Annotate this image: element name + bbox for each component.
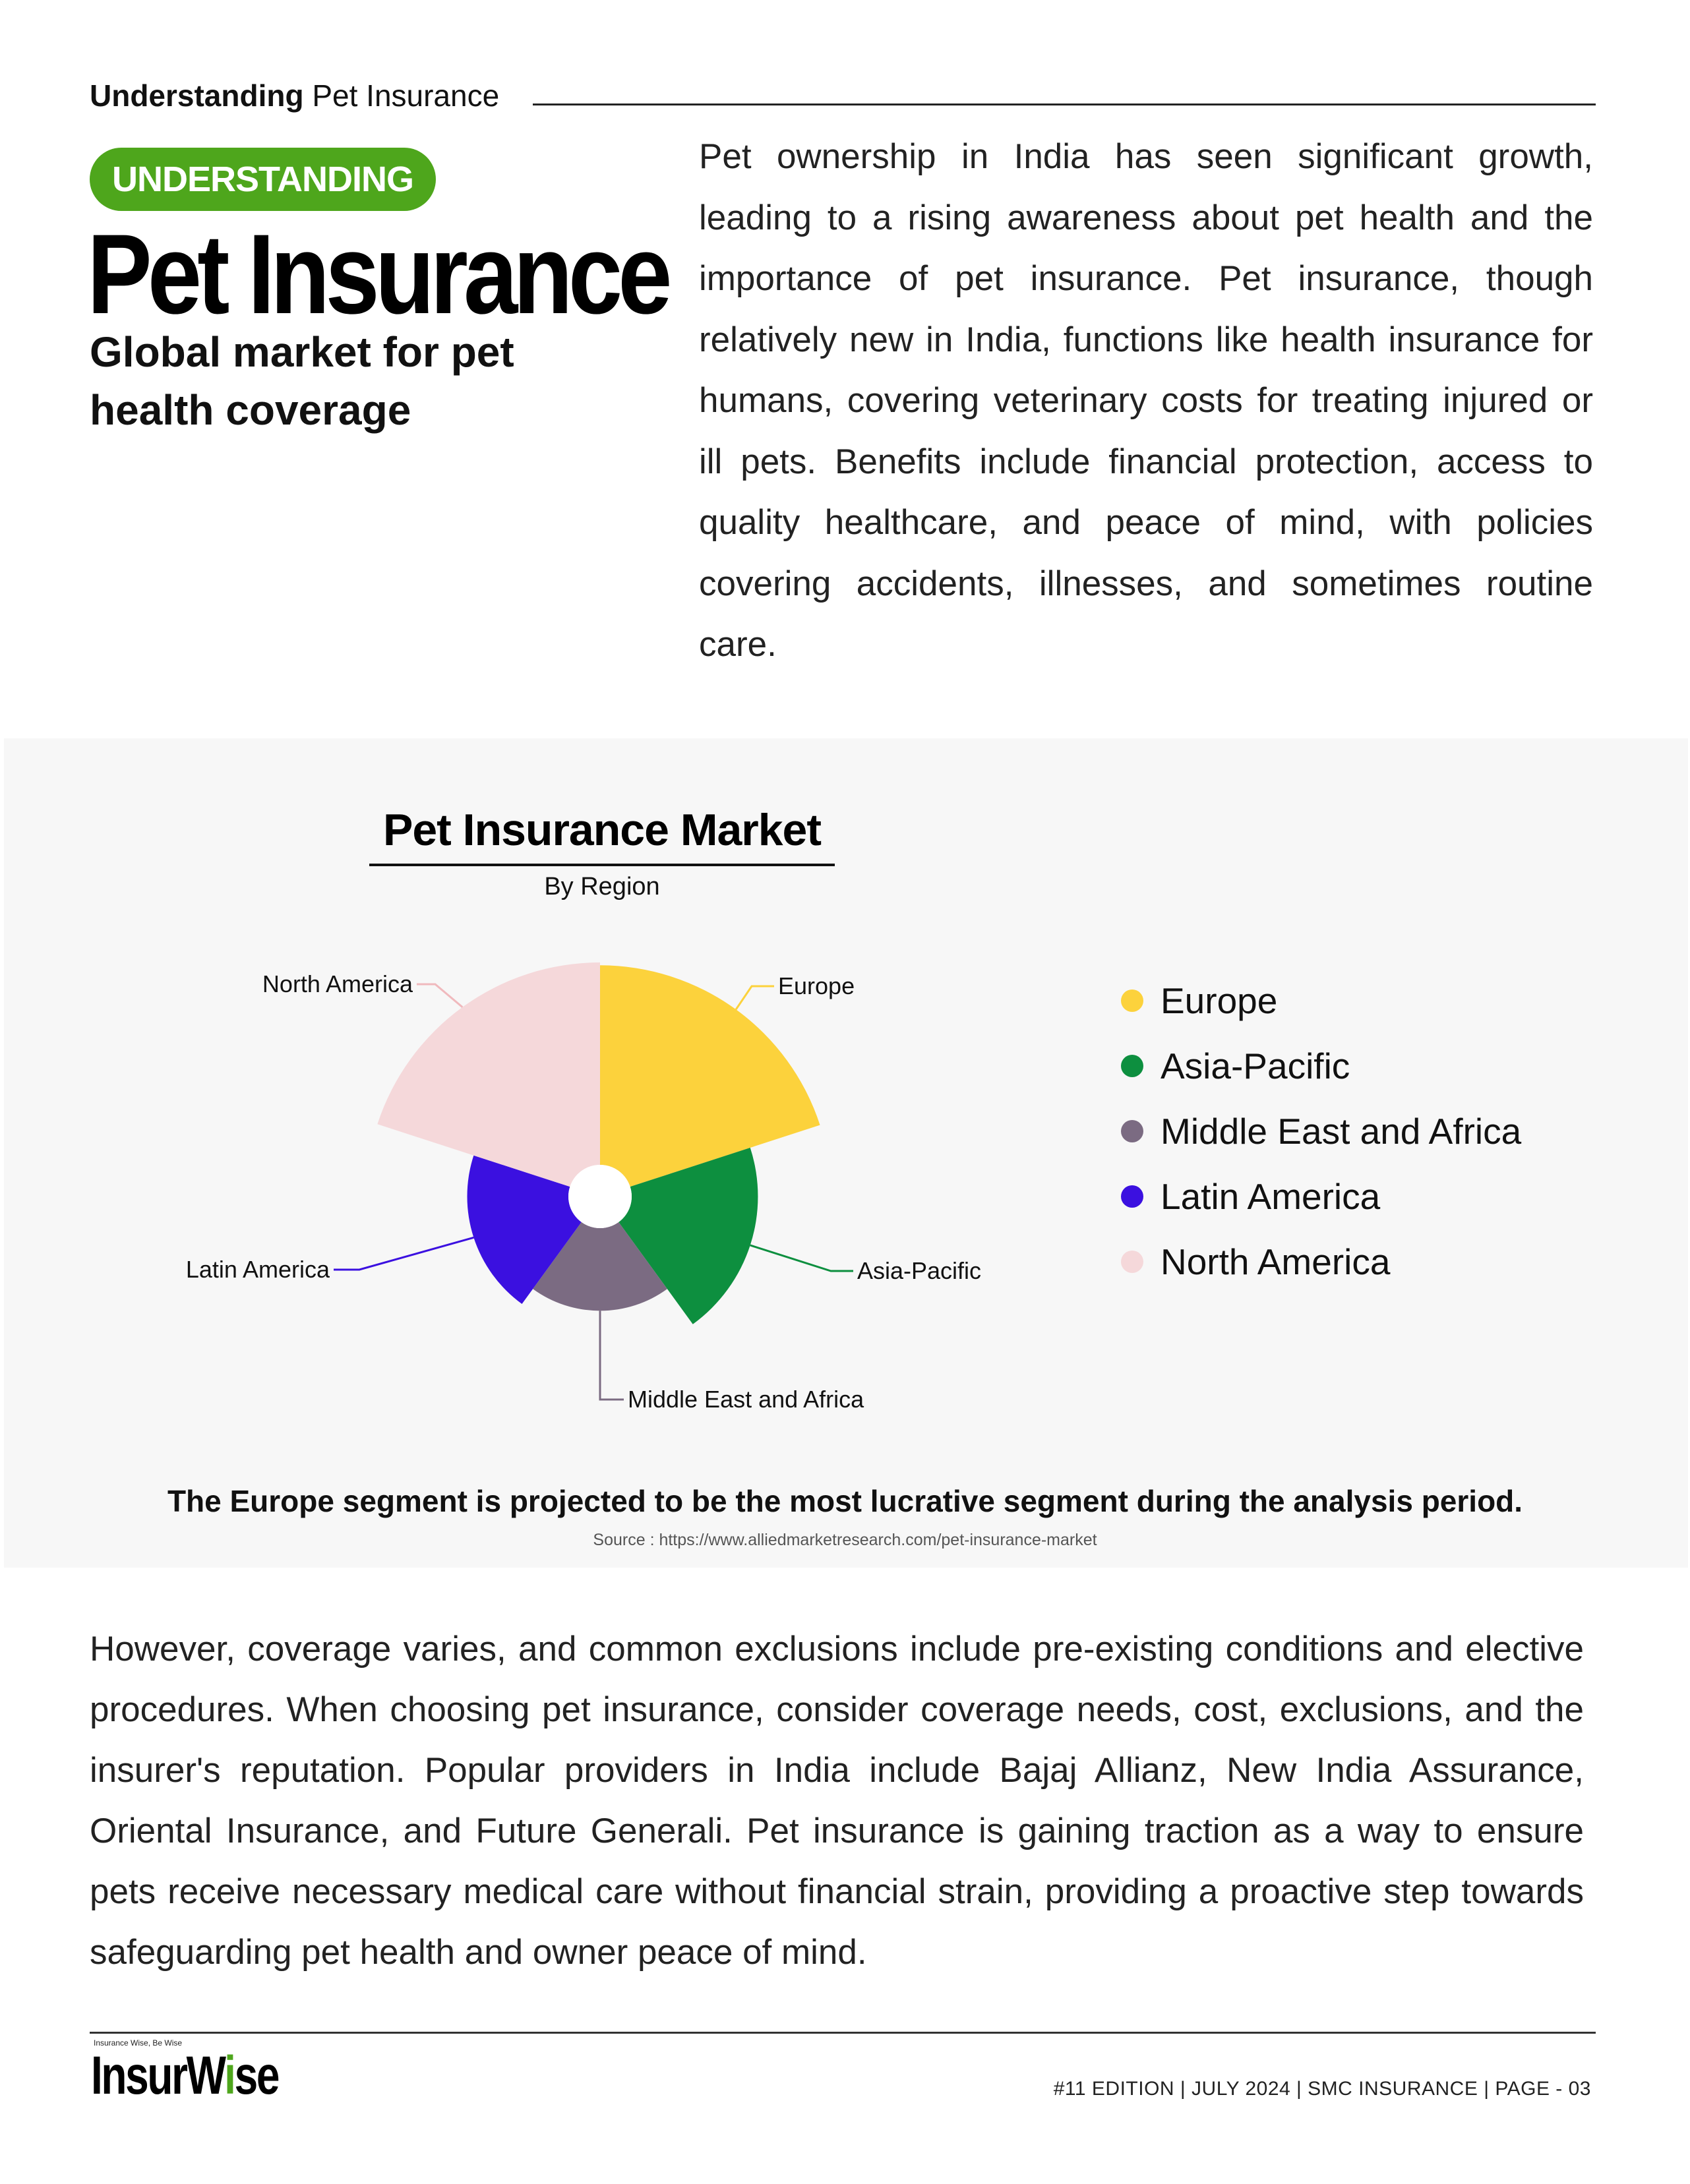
footer-divider xyxy=(90,2032,1596,2034)
legend-item-europe xyxy=(1121,968,1521,1033)
legend-item-middle-east-and-africa xyxy=(1121,1098,1521,1164)
legend-item-asia-pacific xyxy=(1121,1033,1521,1098)
page-subtitle: Global market for pet health coverage xyxy=(90,328,514,434)
leader-line-europe xyxy=(736,986,774,1009)
chart-legend xyxy=(1121,968,1521,1294)
chart-caption: The Europe segment is projected to be the most lucrative segment during the analysis period. xyxy=(167,1484,1523,1518)
slice-label-europe: Europe xyxy=(778,972,855,999)
legend-swatch xyxy=(1121,989,1143,1012)
legend-swatch xyxy=(1121,1055,1143,1077)
page-title: Pet Insurance xyxy=(87,211,668,338)
legend-swatch xyxy=(1121,1251,1143,1273)
leader-line-north-america xyxy=(417,984,462,1007)
section-heading-rest: Pet Insurance xyxy=(312,78,500,113)
insurwise-logo xyxy=(91,2038,279,2106)
slice-label-latin-america: Latin America xyxy=(185,1256,330,1283)
leader-line-asia-pacific xyxy=(750,1245,853,1271)
header-divider xyxy=(533,103,1596,105)
intro-paragraph: Pet ownership in India has seen significant growth, leading to a rising awareness about pet health and the importance of pet insurance. Pet insurance, though relatively new in India, functions like health insurance for humans, covering veterinary costs for treating injured or ill pets. Benefits include financial protection, access to quality healthcare, and peace of mind, with policies covering accidents, illnesses, and sometimes routine care. xyxy=(699,137,1593,664)
leader-line-middle-east-and-africa xyxy=(600,1311,624,1400)
slice-label-asia-pacific: Asia-Pacific xyxy=(857,1257,982,1284)
chart-source: Source : https://www.alliedmarketresearch.com/pet-insurance-market xyxy=(593,1531,1097,1549)
footer-edition-info: #11 EDITION | JULY 2024 | SMC INSURANCE | PAGE - 03 xyxy=(1053,2078,1591,2100)
legend-label: North America xyxy=(1161,1241,1391,1282)
section-heading xyxy=(90,78,499,113)
section-heading-bold: Understanding xyxy=(90,78,304,113)
rose-chart xyxy=(0,910,1108,1463)
legend-label: Europe xyxy=(1161,980,1278,1021)
legend-swatch xyxy=(1121,1120,1143,1142)
leader-line-latin-america xyxy=(334,1237,473,1270)
chart-subtitle: By Region xyxy=(544,873,660,900)
category-pill: UNDERSTANDING xyxy=(90,148,436,211)
rose-center-hole xyxy=(568,1165,632,1228)
logo-wordmark: InsurWise xyxy=(91,2046,279,2106)
chart-title-underline xyxy=(369,864,835,866)
legend-label: Latin America xyxy=(1161,1175,1381,1217)
legend-label: Middle East and Africa xyxy=(1161,1110,1522,1152)
chart-title: Pet Insurance Market xyxy=(382,805,822,855)
legend-swatch xyxy=(1121,1185,1143,1208)
body-paragraph: However, coverage varies, and common exclusions include pre-existing conditions and elective procedures. When choosing pet insurance, consider coverage needs, cost, exclusions, and the insurer's reputation. Popular providers in India include Bajaj Allianz, New India Assurance, Oriental Insurance, and Future Generali. Pet insurance is gaining traction as a way to ensure pets receive necessary medical care without financial strain, providing a proactive step towards safeguarding pet health and owner peace of mind. xyxy=(90,1630,1584,1972)
legend-item-north-america xyxy=(1121,1229,1521,1294)
legend-label: Asia-Pacific xyxy=(1161,1045,1350,1086)
legend-item-latin-america xyxy=(1121,1164,1521,1229)
slice-label-north-america: North America xyxy=(262,970,413,997)
logo-tagline: Insurance Wise, Be Wise xyxy=(94,2038,183,2048)
slice-label-middle-east-and-africa: Middle East and Africa xyxy=(628,1386,864,1413)
